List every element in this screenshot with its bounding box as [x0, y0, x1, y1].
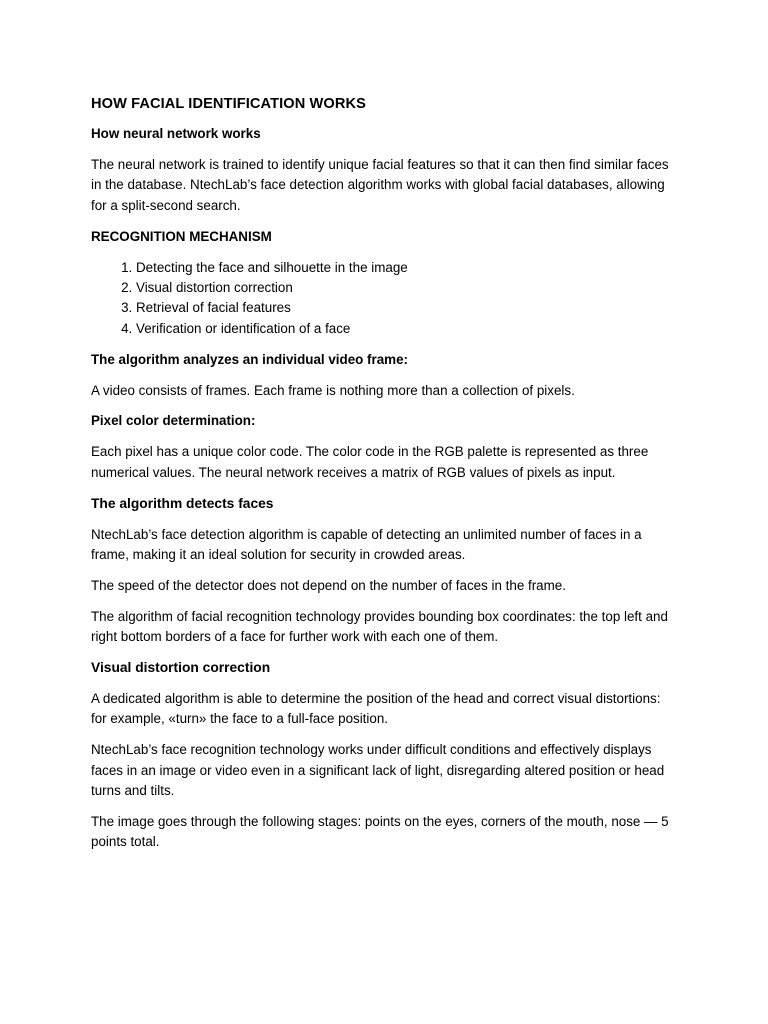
recognition-steps-list: [91, 258, 672, 340]
section-heading-neural-network: How neural network works: [91, 126, 261, 141]
paragraph-detects-faces-2: The speed of the detector does not depend on the number of faces in the frame.: [91, 577, 566, 593]
paragraph-detects-faces-1: NtechLab’s face detection algorithm is capable of detecting an unlimited number of faces in a frame, making it an ideal solution for security in crowded areas.: [91, 526, 642, 562]
section-heading-video-frame: The algorithm analyzes an individual video frame:: [91, 351, 408, 367]
paragraph-distortion-1: A dedicated algorithm is able to determine the position of the head and correct visual distortions: for example, «turn» the face to a full-face position.: [91, 691, 661, 727]
list-item: 3. Retrieval of facial features: [136, 298, 672, 318]
paragraph-detects-faces-3: The algorithm of facial recognition technology provides bounding box coordinates: the top left and right bottom borders of a face for further work with each one of them.: [91, 608, 668, 645]
paragraph-distortion-2: NtechLab’s face recognition technology works under difficult conditions and effectively displays faces in an image or video even in a significant lack of light, disregarding altered position or head turns and tilts.: [91, 742, 665, 799]
list-item: 1. Detecting the face and silhouette in the image: [136, 258, 672, 278]
paragraph-video-frame: A video consists of frames. Each frame is nothing more than a collection of pixels.: [91, 382, 575, 398]
section-heading-recognition-mechanism: RECOGNITION MECHANISM: [91, 228, 272, 244]
section-heading-detects-faces: The algorithm detects faces: [91, 495, 274, 511]
document-title: HOW FACIAL IDENTIFICATION WORKS: [91, 96, 366, 112]
section-heading-distortion-correction: Visual distortion correction: [91, 660, 271, 676]
list-item: 4. Verification or identification of a face: [136, 319, 672, 339]
section-heading-pixel-color: Pixel color determination:: [91, 413, 256, 429]
paragraph-distortion-3: The image goes through the following stages: points on the eyes, corners of the mouth, nose — 5 points total.: [91, 814, 669, 850]
list-item: 2. Visual distortion correction: [136, 278, 672, 298]
paragraph-pixel-color: Each pixel has a unique color code. The color code in the RGB palette is represented as three numerical values. The neural network receives a matrix of RGB values of pixels as input.: [91, 444, 649, 480]
paragraph-neural-network: The neural network is trained to identify unique facial features so that it can then find similar faces in the database. NtechLab’s face detection algorithm works with global facial databases, allowing for a split-second search.: [91, 156, 669, 213]
